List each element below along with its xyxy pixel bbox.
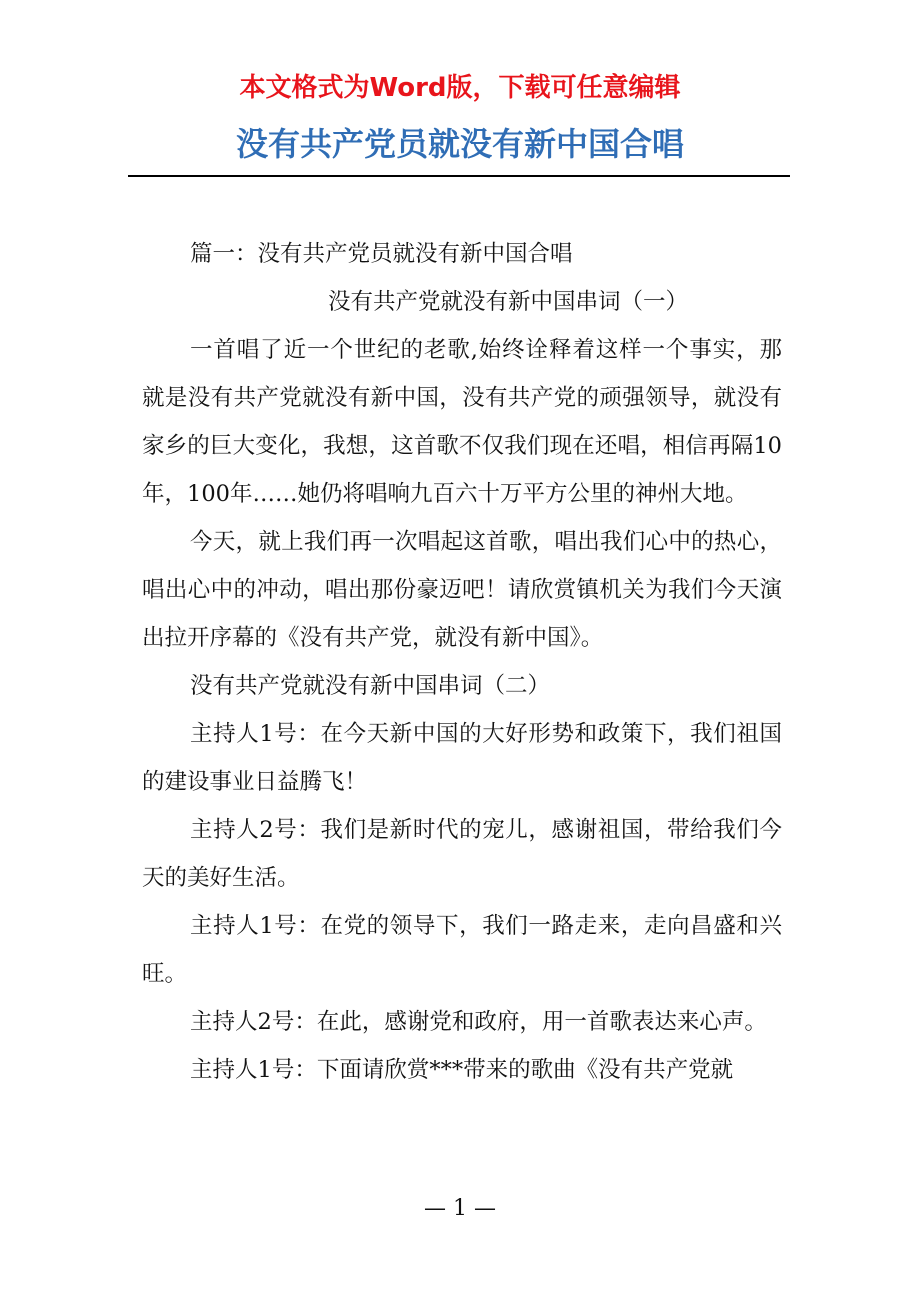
subtitle-part-2: 没有共产党就没有新中国串词（二）	[190, 673, 551, 699]
page-number: — 1 —	[424, 1196, 496, 1221]
host-line: 主持人2号：在此，感谢党和政府，用一首歌表达来心声。	[190, 1009, 767, 1035]
host-line: 主持人1号：在今天新中国的大好形势和政策下，我们祖国的建设事业日益腾飞！	[142, 721, 782, 795]
host-line: 主持人2号：我们是新时代的宠儿，感谢祖国，带给我们今天的美好生活。	[142, 817, 782, 891]
document-body	[142, 230, 782, 1094]
section-heading: 篇一：没有共产党员就没有新中国合唱	[190, 241, 573, 267]
paragraph: 一首唱了近一个世纪的老歌,始终诠释着这样一个事实，那就是没有共产党就没有新中国，没有共产党的顽强领导，就没有家乡的巨大变化，我想，这首歌不仅我们现在还唱，相信再隔10年，100年……她仍将唱响九百六十万平方公里的神州大地。	[142, 337, 782, 507]
title-divider	[128, 175, 790, 177]
subtitle-part-1: 没有共产党就没有新中国串词（一）	[328, 289, 689, 315]
document-title: 没有共产党员就没有新中国合唱	[235, 125, 684, 163]
paragraph: 今天，就上我们再一次唱起这首歌，唱出我们心中的热心，唱出心中的冲动，唱出那份豪迈吧！请欣赏镇机关为我们今天演出拉开序幕的《没有共产党，就没有新中国》。	[142, 529, 782, 651]
host-line: 主持人1号：下面请欣赏***带来的歌曲《没有共产党就	[190, 1057, 734, 1083]
host-line: 主持人1号：在党的领导下，我们一路走来，走向昌盛和兴旺。	[142, 913, 782, 987]
format-notice: 本文格式为Word版，下载可任意编辑	[239, 73, 681, 103]
